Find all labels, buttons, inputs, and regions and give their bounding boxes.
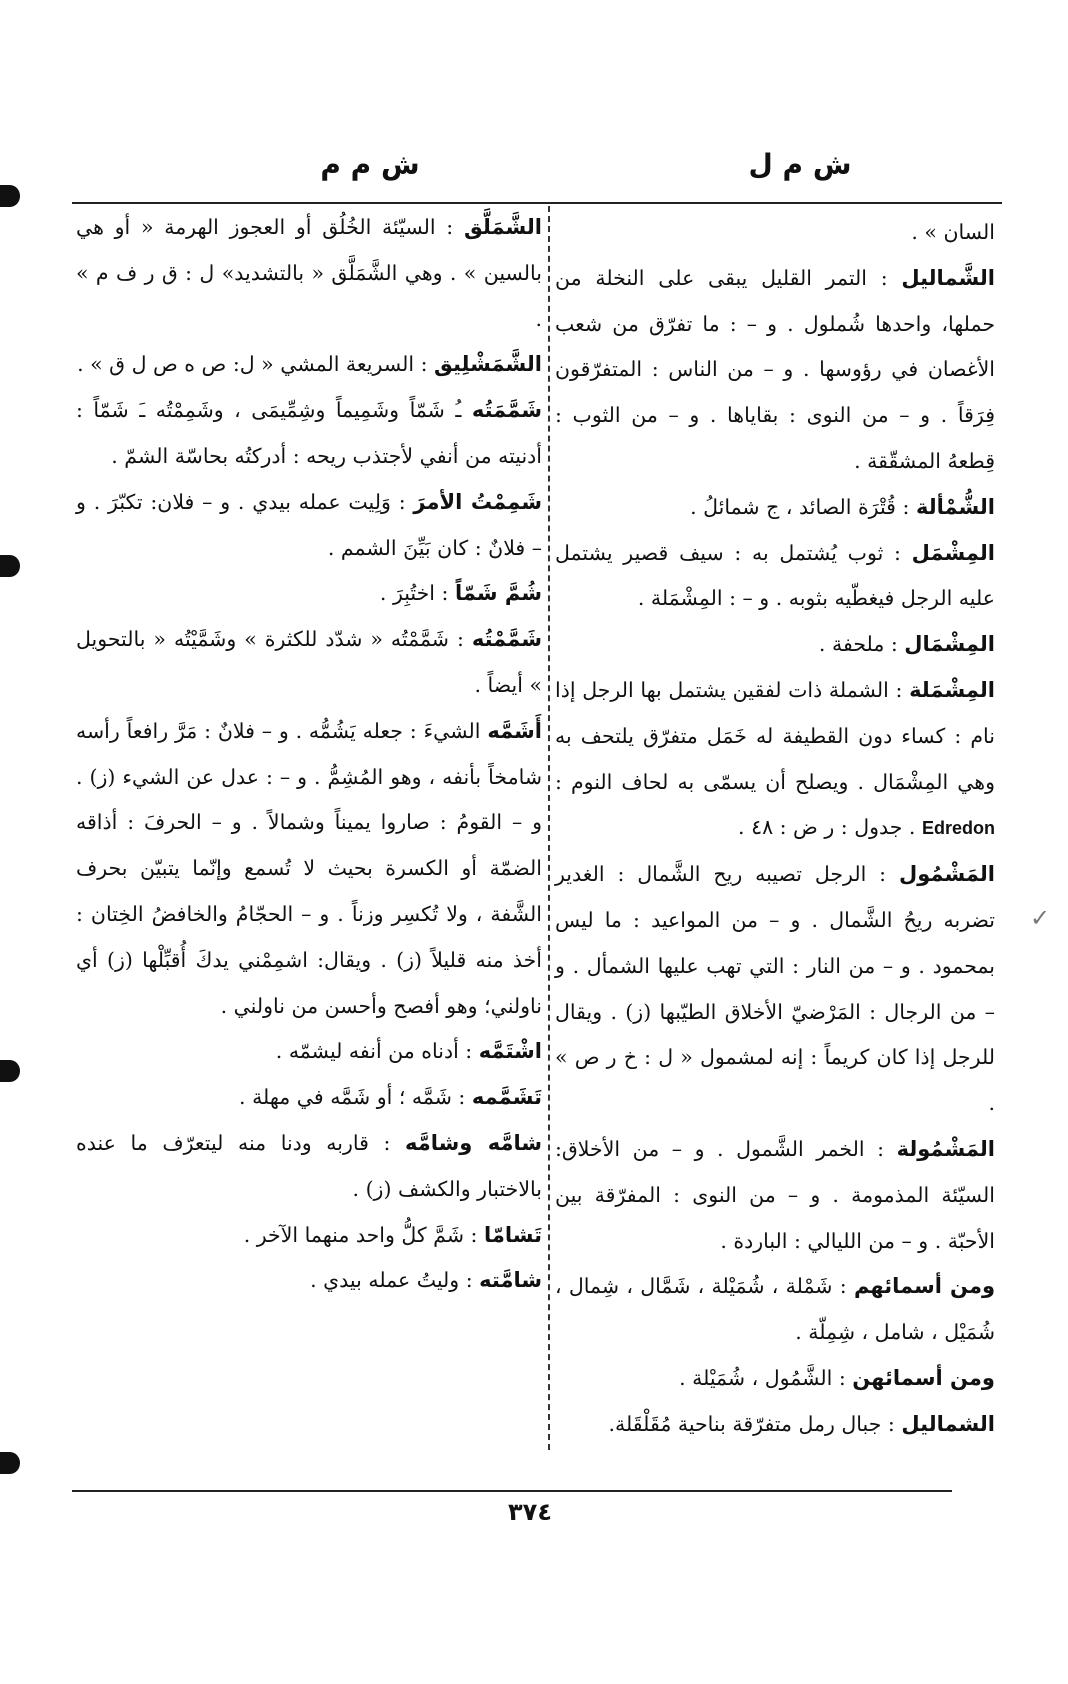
entry-headword: المَشْمُولة bbox=[896, 1136, 995, 1161]
edge-mark bbox=[0, 1452, 20, 1474]
entry-headword: شَمِمْتُ الأمرَ bbox=[413, 489, 542, 514]
entry-text: : شَمَّ كلُّ واحد منهما الآخر . bbox=[243, 1222, 478, 1247]
entry-headword: المِشْمَل bbox=[911, 540, 995, 565]
dictionary-entry bbox=[76, 1258, 542, 1304]
entry-headword: تَشَمَّمه bbox=[471, 1085, 542, 1110]
top-rule bbox=[72, 202, 1002, 204]
entry-text: : وليتُ عمله بيدي . bbox=[310, 1268, 473, 1293]
edge-mark bbox=[0, 555, 20, 577]
dictionary-entry bbox=[76, 388, 542, 480]
dictionary-entry bbox=[76, 1213, 542, 1259]
latin-term: Edredon bbox=[921, 818, 995, 839]
entry-headword: المِشْمَلة bbox=[909, 677, 995, 702]
entry-text: : الشَّمُول ، شُمَيْلة . bbox=[679, 1365, 846, 1390]
entry-text: : جبال رمل متفرّقة بناحية مُقَلْقَلة. bbox=[608, 1411, 895, 1436]
dictionary-entry bbox=[76, 617, 542, 709]
entry-text: السان » . bbox=[911, 220, 995, 244]
running-header-right: ش م ل bbox=[748, 148, 852, 181]
entry-headword: الشَّماليل bbox=[901, 265, 995, 290]
entry-headword: الشَّمَلَّق bbox=[463, 215, 542, 239]
edge-mark bbox=[0, 1060, 20, 1082]
dictionary-entry bbox=[555, 852, 995, 1127]
dictionary-entry bbox=[76, 1121, 542, 1213]
dictionary-entry bbox=[555, 1127, 995, 1264]
dictionary-entry bbox=[555, 668, 995, 852]
dictionary-entry bbox=[76, 571, 542, 617]
dictionary-entry bbox=[555, 531, 995, 623]
right-column bbox=[555, 210, 995, 1448]
entry-headword: ومن أسمائهن bbox=[852, 1365, 995, 1390]
dictionary-entry bbox=[555, 256, 995, 485]
entry-headword: شامَّه وشامَّه bbox=[405, 1130, 542, 1155]
entry-text: الشيءَ : جعله يَشُمُّه . و – فلانٌ : مَرَّ رافعاً رأسه شامخاً بأنفه ، وهو المُشِمُّ . و – : عدل عن الشيء (ز) . و – القومُ : صاروا يميناً وشمالاً . و – الحرفَ : أذاقه الضمّة أو الكسرة بحيث لا تُسمع وإنّما يتبيّن بحرف الشَّفة ، ولا تُكسِر وزناً . و – الحجّامُ والخافضُ الخِتان : أخذ منه قليلاً (ز) . ويقال: اشمِمْني يدكَ أُقبِّلْها (ز) أي ناولني؛ وهو أفصح وأحسن من ناولني . bbox=[76, 718, 542, 1018]
entry-text: : الرجل تصيبه ريح الشَّمال : الغدير تضربه ريحُ الشَّمال . و – من المواعيد : ما ليس بمحمود . و – من النار : التي تهب عليها الشمأل . و – من الرجال : المَرْضيّ الأخلاق الطيّبها (ز) . ويقال للرجل إذا كان كريماً : إنه لمشمول « ل : خ ر ص » . bbox=[555, 862, 995, 1116]
entry-text: : اختُبِرَ . bbox=[379, 581, 449, 606]
entry-text: . جدول : ر ض : ٤٨ . bbox=[738, 815, 916, 840]
dictionary-entry bbox=[76, 1075, 542, 1121]
entry-text: : شَمَّمْتُه « شدّد للكثرة » وشَمَّيْتُه « بالتحويل » أيضاً . bbox=[76, 627, 542, 697]
entry-text: : وَلِيت عمله بيدي . و – فلان: تكبّرَ . و – فلانٌ : كان بَيِّنَ الشمم . bbox=[76, 489, 542, 560]
left-column bbox=[76, 205, 542, 1304]
entry-text: : السيّئة الخُلُق أو العجوز الهرمة « أو هي بالسين » . وهي الشَّمَلَّق « بالتشديد» ل : ق ر ف م » . bbox=[76, 215, 542, 331]
entry-headword: تَشامّا bbox=[483, 1222, 542, 1247]
entry-text: : الخمر الشَّمول . و – من الأخلاق: السيّئة المذمومة . و – من النوى : المفرّقة بين الأحبّة . و – من الليالي : الباردة . bbox=[555, 1136, 995, 1253]
entry-headword: شامَّته bbox=[479, 1268, 542, 1293]
dictionary-entry bbox=[76, 205, 542, 342]
entry-text: : ثوب يُشتمل به : سيف قصير يشتمل عليه الرجل فيغطّيه بثوبه . و – : المِشْمَلة . bbox=[555, 540, 995, 611]
column-divider bbox=[548, 206, 550, 1450]
dictionary-entry bbox=[555, 1356, 995, 1402]
entry-text: : أدناه من أنفه ليشمّه . bbox=[275, 1039, 473, 1064]
entry-headword: أَشَمَّه bbox=[487, 718, 542, 743]
entry-headword: ومن أسمائهم bbox=[853, 1274, 996, 1299]
entry-text: : قُتْرَة الصائد ، ج شمائلُ . bbox=[690, 494, 910, 519]
dictionary-entry bbox=[76, 709, 542, 1030]
entry-headword: المِشْمَال bbox=[904, 632, 995, 657]
dictionary-entry bbox=[76, 480, 542, 572]
entry-headword: الشَّمَشْلِيق bbox=[434, 352, 542, 377]
entry-text: : شَمْلة ، شُمَيْلة ، شَمَّال ، شِمال ، شُمَيْل ، شامل ، شِمِلّة . bbox=[555, 1274, 995, 1345]
entry-headword: الشماليل bbox=[901, 1411, 995, 1436]
dictionary-entry bbox=[555, 210, 995, 256]
entry-headword: شَمَّمْتُه bbox=[471, 627, 542, 652]
entry-text: ـُ شَمّاً وشَمِيماً وشِمِّيمَى ، وشَمِمْتُه ـَ شَمّاً : أدنيته من أنفي لأجتذب ريحه : أدركتُه بحاسّة الشمّ . bbox=[76, 398, 542, 468]
edge-mark bbox=[0, 185, 20, 207]
entry-headword: شَمَّمَتُه bbox=[471, 398, 542, 423]
entry-headword: المَشْمُول bbox=[898, 862, 995, 887]
dictionary-entry bbox=[555, 485, 995, 531]
entry-headword: شُمَّ شَمّاً bbox=[454, 581, 542, 606]
running-header-left: ش م م bbox=[320, 148, 420, 181]
entry-text: : قاربه ودنا منه ليتعرّف ما عنده بالاختبار والكشف (ز) . bbox=[76, 1130, 542, 1201]
entry-text: : التمر القليل يبقى على النخلة من حملها، واحدها شُملول . و – : ما تفرّق من شعب الأغصان في رؤوسها . و – من الناس : المتفرّقون فِرَقاً . و – من النوى : بقاياها . و – من الثوب : قِطعهُ المشقّقة . bbox=[555, 265, 995, 473]
margin-tick: ✓ bbox=[1030, 904, 1051, 932]
dictionary-entry bbox=[555, 1264, 995, 1356]
dictionary-entry bbox=[555, 622, 995, 668]
page-number: ٣٧٤ bbox=[508, 1498, 552, 1526]
dictionary-entry bbox=[76, 342, 542, 388]
entry-headword: اشْتَمَّه bbox=[478, 1039, 542, 1064]
dictionary-entry bbox=[76, 1029, 542, 1075]
entry-text: : شَمَّه ؛ أو شَمَّه في مهلة . bbox=[239, 1085, 466, 1110]
entry-text: : ملحفة . bbox=[818, 632, 898, 657]
bottom-rule bbox=[72, 1490, 952, 1492]
entry-text: : السريعة المشي « ل: ص ه ص ل ق » . bbox=[77, 352, 428, 377]
dictionary-entry bbox=[555, 1402, 995, 1448]
entry-headword: الشُّمْألة bbox=[915, 494, 995, 519]
entry-text: : الشملة ذات لفقين يشتمل بها الرجل إذا نام : كساء دون القطيفة له خَمَل متفرّق يلتحف به وهي المِشْمَال . ويصلح أن يسمّى به لحاف النوم : bbox=[555, 677, 995, 794]
